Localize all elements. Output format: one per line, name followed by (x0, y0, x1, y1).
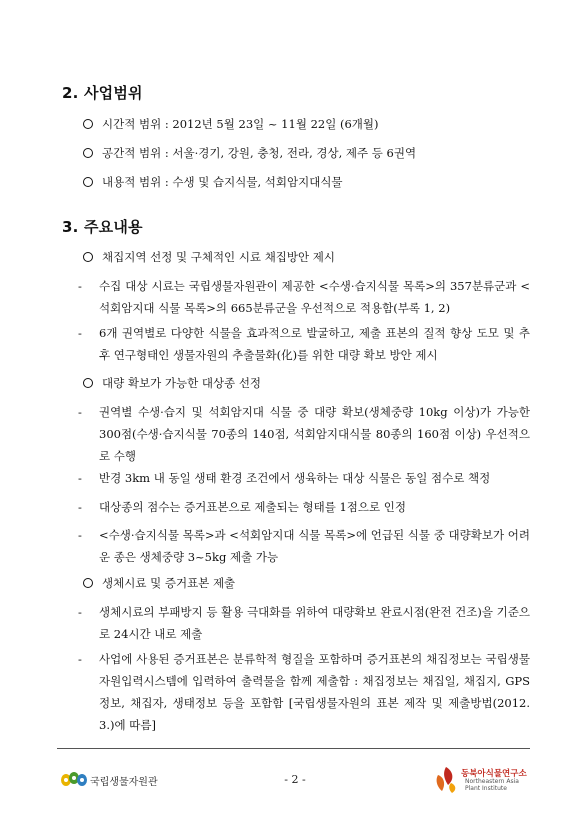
footer-right-logo (433, 765, 543, 799)
list-item: - <수생·습지식물 목록>과 <석회암지대 식물 목록>에 언급된 식물 중 대량확보가 어려운 종은 생체중량 3~5kg 제출 가능 (78, 528, 530, 564)
subsection-sample-submission: 생체시료 및 증거표본 제출 (83, 575, 235, 591)
page-number: - 2 - (284, 773, 306, 786)
list-item: - 반경 3km 내 동일 생태 환경 조건에서 생육하는 대상 식물은 동일 점수로 책정 (78, 471, 491, 485)
list-item: - 대상종의 점수는 증거표본으로 제출되는 형태를 1점으로 인정 (78, 500, 406, 514)
list-item: - 수집 대상 시료는 국립생물자원관이 제공한 <수생·습지식물 목록>의 357분류군과 <석회암지대 식물 목록>의 665분류군을 우선적으로 적용함(부록 1, 2) (78, 279, 530, 315)
scope-item-space: 공간적 범위 : 서울·경기, 강원, 충청, 전라, 경상, 제주 등 6권역 (83, 145, 416, 161)
list-item: - 생체시료의 부패방지 등 활용 극대화를 위하여 대량확보 완료시점(완전 건조)을 기준으로 24시간 내로 제출 (78, 605, 530, 641)
circle-bullet-icon (83, 177, 93, 187)
circle-bullet-icon (83, 378, 93, 388)
subsection-target-species: 대량 확보가 가능한 대상종 선정 (83, 375, 261, 391)
scope-item-content: 내용적 범위 : 수생 및 습지식물, 석회암지대식물 (83, 174, 343, 190)
circle-bullet-icon (83, 578, 93, 588)
list-item: - 사업에 사용된 증거표본은 분류학적 형질을 포함하며 증거표본의 채집정보는 국립생물자원입력시스템에 입력하여 출력물을 함께 제출함 : 채집정보는 채집일, 채집지, GPS정보, 채집자, 생태정보 등을 포함함 [국립생물자원의 표본 제작 및 제출방법(2012. 3.)에 따름] (78, 652, 530, 732)
list-item: - 6개 권역별로 다양한 식물을 효과적으로 발굴하고, 제출 표본의 질적 향상 도모 및 추후 연구형태인 생물자원의 추출물화(化)를 위한 대량 확보 방안 제시 (78, 326, 530, 362)
subsection-collection-area: 채집지역 선정 및 구체적인 시료 채집방안 제시 (83, 249, 335, 265)
list-item: - 권역별 수생·습지 및 석회암지대 식물 중 대량 확보(생체중량 10kg 이상)가 가능한 300점(수생·습지식물 70종의 140점, 석회암지대식물 80종의 160점 이상) 우선적으로 수행 (78, 405, 530, 463)
section-3-heading: 3. 주요내용 (62, 218, 143, 236)
footer-left-org-name: 국립생물자원관 (90, 777, 158, 788)
section-2-heading: 2. 사업범위 (62, 84, 143, 102)
scope-item-time: 시간적 범위 : 2012년 5월 23일 ~ 11월 22일 (6개월) (83, 116, 379, 132)
footer-divider (57, 748, 530, 749)
circle-bullet-icon (83, 252, 93, 262)
circle-bullet-icon (83, 119, 93, 129)
footer-right-org-kr: 동북아식물연구소 (461, 769, 527, 779)
biological-resources-logo-icon (60, 770, 88, 788)
footer-right-org-en: Northeastern Asia Plant Institute (465, 778, 519, 792)
plant-institute-logo-icon (433, 765, 459, 795)
circle-bullet-icon (83, 148, 93, 158)
